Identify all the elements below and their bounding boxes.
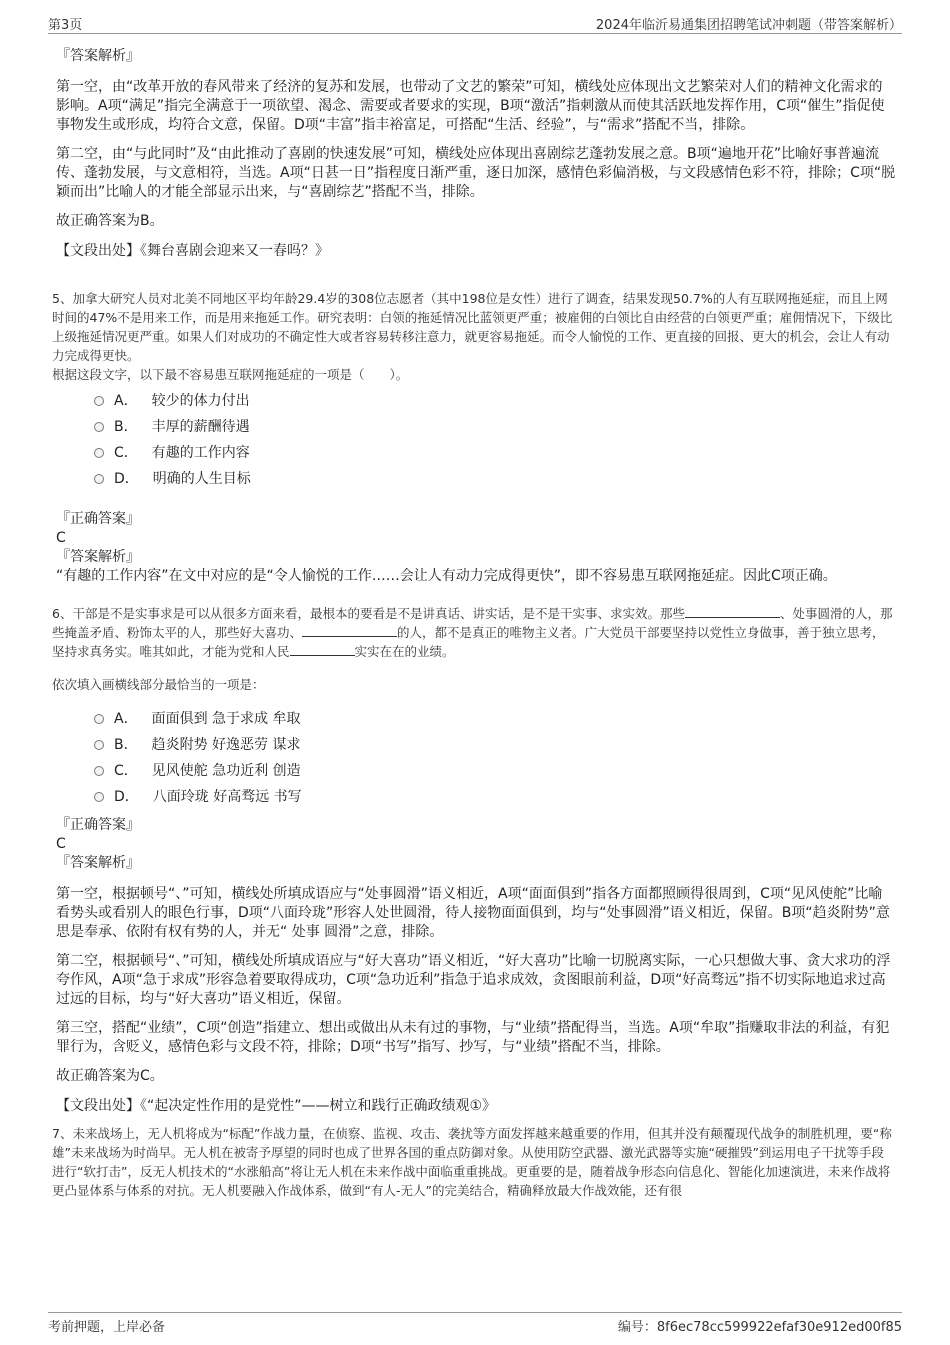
q5-option-b[interactable]: B． 丰厚的薪酬待遇 xyxy=(94,414,896,440)
q6-analysis-heading: 『答案解析』 xyxy=(56,855,140,871)
q4-conclusion: 故正确答案为B。 xyxy=(56,213,164,229)
blank-2 xyxy=(302,623,397,637)
q5-option-d[interactable]: D． 明确的人生目标 xyxy=(94,466,896,492)
q6-stem: 6、干部是不是实事求是可以从很多方面来看，最根本的要看是不是讲真话、讲实话，是不是干实事、求实效。那些 、处事圆滑的人，那些掩盖矛盾、粉饰太平的人，那些好大喜功、 的人，都不是真正的唯物主义者。广大党员干部要坚持以党性立身做事，善于独立思考，坚持求真务实。唯其如此，才能为党和人民 实实在在的业绩。 xyxy=(52,606,893,659)
q5-prompt: 根据这段文字，以下最不容易患互联网拖延症的一项是（ ）。 xyxy=(52,367,409,382)
radio-icon[interactable] xyxy=(94,474,104,484)
q7-stem: 7、未来战场上，无人机将成为“标配”作战力量，在侦察、监视、攻击、袭扰等方面发挥越来越重要的作用，但其并没有颠覆现代战争的制胜机理，要“称雄”未来战场为时尚早。无人机在被寄予厚望的同时也成了世界各国的重点防御对象。从使用防空武器、激光武器等实施“硬摧毁”到运用电子干扰等手段进行“软打击”，反无人机技术的“水涨船高”将让无人机在未来作战中面临重重挑战。更重要的是，随着战争形态向信息化、智能化加速演进，未来作战将更凸显体系与体系的对抗。无人机要融入作战体系，做到“有人-无人”的完美结合，精确释放最大作战效能，还有很 xyxy=(52,1126,892,1198)
q6-prompt: 依次填入画横线部分最恰当的一项是： xyxy=(52,677,265,692)
q6-options xyxy=(94,706,896,810)
q4-source: 【文段出处】《舞台喜剧会迎来又一春吗？》 xyxy=(56,243,329,259)
q6-option-c[interactable]: C． 见风使舵 急功近利 创造 xyxy=(94,758,896,784)
footer-note: 考前押题，上岸必备 xyxy=(48,1320,166,1335)
q6-option-a[interactable]: A． 面面俱到 急于求成 牟取 xyxy=(94,706,896,732)
document-code: 编号：8f6ec78cc599922efaf30e912ed00f85 xyxy=(617,1320,902,1335)
q6-correct-heading: 『正确答案』 xyxy=(56,817,140,833)
q4-analysis-heading: 『答案解析』 xyxy=(56,48,140,64)
q5-analysis: “有趣的工作内容”在文中对应的是“令人愉悦的工作……会让人有动力完成得更快”，即不容易患互联网拖延症。因此C项正确。 xyxy=(56,568,837,584)
page-content xyxy=(52,46,896,1200)
radio-icon[interactable] xyxy=(94,422,104,432)
radio-icon[interactable] xyxy=(94,448,104,458)
q5-stem: 5、加拿大研究人员对北美不同地区平均年龄29.4岁的308位志愿者（其中198位是女性）进行了调查，结果发现50.7%的人有互联网拖延症，而且上网时间的47%不是用来工作，而是用来拖延工作。研究表明：白领的拖延情况比蓝领更严重；被雇佣的白领比自由经营的白领更严重；雇佣情况下，下级比上级拖延情况更严重。如果人们对成功的不确定性大或者容易转移注意力，就更容易拖延。而令人愉悦的工作、更直接的回报、更大的机会，会让人有动力完成得更快。 xyxy=(52,291,893,363)
q6-source: 【文段出处】《“起决定性作用的是党性”——树立和践行正确政绩观①》 xyxy=(56,1098,497,1114)
radio-icon[interactable] xyxy=(94,714,104,724)
q6-option-d[interactable]: D． 八面玲珑 好高骛远 书写 xyxy=(94,784,896,810)
q5-correct-answer: C xyxy=(56,530,66,546)
q5-analysis-heading: 『答案解析』 xyxy=(56,549,140,565)
radio-icon[interactable] xyxy=(94,766,104,776)
q6-conclusion: 故正确答案为C。 xyxy=(56,1068,164,1084)
q5-option-a[interactable]: A． 较少的体力付出 xyxy=(94,388,896,414)
page-number: 第3页 xyxy=(48,18,83,33)
radio-icon[interactable] xyxy=(94,396,104,406)
blank-1 xyxy=(685,604,780,618)
page-header xyxy=(48,12,902,34)
q6-option-b[interactable]: B． 趋炎附势 好逸恶劳 谋求 xyxy=(94,732,896,758)
q6-analysis-p3: 第三空，搭配“业绩”，C项“创造”指建立、想出或做出从未有过的事物，与“业绩”搭配得当，当选。A项“牟取”指赚取非法的利益，有犯罪行为，含贬义，感情色彩与文段不符，排除；D项“书写”指写、抄写，与“业绩”搭配不当，排除。 xyxy=(56,1020,890,1055)
q5-correct-heading: 『正确答案』 xyxy=(56,511,140,527)
q6-analysis-p2: 第二空，根据顿号“、”可知，横线处所填成语应与“好大喜功”语义相近，“好大喜功”比喻一切脱离实际，一心只想做大事、贪大求功的浮夸作风，A项“急于求成”形容急着要取得成功，C项“急功近利”指急于追求成效，贪图眼前利益，D项“好高骛远”指不切实际地追求过高过远的目标，均与“好大喜功”语义相近，保留。 xyxy=(56,953,891,1007)
q4-analysis-p2: 第二空，由“与此同时”及“由此推动了喜剧的快速发展”可知，横线处应体现出喜剧综艺蓬勃发展之意。B项“遍地开花”比喻好事普遍流传、蓬勃发展，与文意相符，当选。A项“日甚一日”指程度日渐严重，逐日加深，感情色彩偏消极，与文段感情色彩不符，排除；C项“脱颖而出”比喻人的才能全部显示出来，与“喜剧综艺”搭配不当，排除。 xyxy=(56,146,896,200)
blank-3 xyxy=(290,642,355,656)
radio-icon[interactable] xyxy=(94,792,104,802)
q6-analysis-p1: 第一空，根据顿号“、”可知，横线处所填成语应与“处事圆滑”语义相近，A项“面面俱到”指各方面都照顾得很周到，C项“见风使舵”比喻看势头或看别人的眼色行事，D项“八面玲珑”形容人处世圆滑，待人接物面面俱到，均与“处事圆滑”语义相近，保留。B项“趋炎附势”意思是奉承、依附有权有势的人，并无“ 处事 圆滑”之意，排除。 xyxy=(56,886,890,940)
q4-analysis-p1: 第一空，由“改革开放的春风带来了经济的复苏和发展，也带动了文艺的繁荣”可知，横线处应体现出文艺繁荣对人们的精神文化需求的影响。A项“满足”指完全满意于一项欲望、渴念、需要或者要求的实现，B项“激活”指刺激从而使其活跃地发挥作用，C项“催生”指促使事物发生或形成，均符合文意，保留。D项“丰富”指丰裕富足，可搭配“生活、经验”，与“需求”搭配不当，排除。 xyxy=(56,79,885,133)
document-title: 2024年临沂易通集团招聘笔试冲刺题（带答案解析） xyxy=(595,18,902,33)
q6-correct-answer: C xyxy=(56,836,66,852)
radio-icon[interactable] xyxy=(94,740,104,750)
page-footer xyxy=(48,1312,902,1334)
q5-options xyxy=(94,388,896,492)
q5-option-c[interactable]: C． 有趣的工作内容 xyxy=(94,440,896,466)
